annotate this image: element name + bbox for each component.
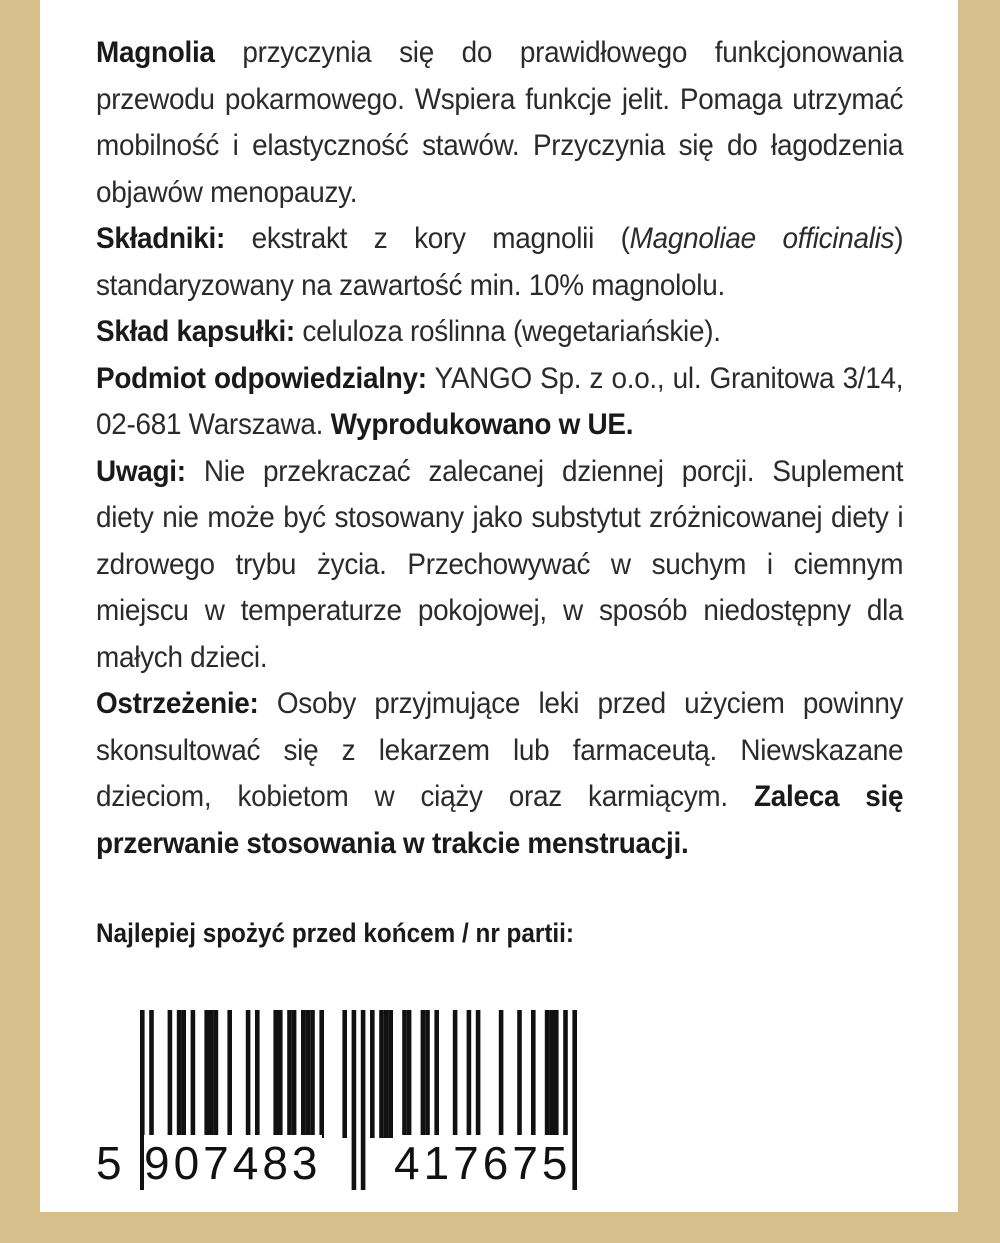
warning (96, 681, 903, 867)
made-in-eu: Wyprodukowano w UE. (330, 408, 634, 441)
responsible-text: YANGO Sp. z o.o., ul. Granitowa 3/14, 02-681 Warszawa. (96, 361, 904, 441)
warning-bold-tail: Zaleca się przerwanie stosowania w trakcie menstruacji. (96, 780, 904, 860)
barcode-digits (96, 1135, 616, 1195)
best-before-label: Najlepiej spożyć przed końcem / nr partii: (96, 918, 575, 948)
barcode-first-digit: 5 (96, 1137, 122, 1189)
barcode-bar (425, 1010, 430, 1138)
barcode-bar (292, 1010, 297, 1138)
barcode-bar (517, 1010, 522, 1138)
barcode-bar (168, 1010, 173, 1138)
barcode-bar (531, 1010, 536, 1138)
barcode-bar (549, 1010, 554, 1138)
magnolia-heading: Magnolia (96, 36, 215, 69)
capsule-text: celuloza roślinna (wegetariańskie). (294, 315, 721, 348)
barcode-bar (246, 1010, 251, 1138)
barcode-bar (379, 1010, 384, 1138)
barcode-bar (319, 1010, 324, 1138)
ingredients-latin-name: Magnoliae officinalis (629, 222, 895, 255)
magnolia-description (96, 30, 903, 216)
barcode-bar (306, 1010, 311, 1138)
barcode-bar (421, 1010, 426, 1138)
barcode-bar (273, 1010, 278, 1138)
ingredients-text-after: ) standaryzowany na zawartość min. 10% magnololu. (96, 222, 904, 302)
capsule-composition (96, 309, 903, 356)
barcode-bar (255, 1010, 260, 1138)
warning-text: Osoby przyjmujące leki przed użyciem powinny skonsultować się z lekarzem lub farmaceutą. Niewskazane dzieciom, kobietom w ciąży oraz karmiącym. (96, 687, 904, 813)
barcode-bar (434, 1010, 439, 1138)
barcode-bar (287, 1010, 292, 1138)
notes-text: Nie przekraczać zalecanej dziennej porcji. Suplement diety nie może być stosowany jako substytut zróżnicowanej diety i zdrowego trybu życia. Przechowywać w suchym i ciemnym miejscu w temperaturze pokojowej, w sposób niedostępny dla małych dzieci. (96, 454, 904, 674)
barcode-bar (191, 1010, 196, 1138)
barcode-bar (370, 1010, 375, 1138)
barcode-bar (476, 1010, 481, 1138)
barcode-bar (545, 1010, 550, 1138)
barcode-bar (388, 1010, 393, 1138)
product-label (40, 0, 958, 1212)
barcode-bar (499, 1010, 504, 1138)
magnolia-text: przyczynia się do prawidłowego funkcjonowania przewodu pokarmowego. Wspiera funkcje jelit. Pomaga utrzymać mobilność i elastyczność stawów. Przyczynia się do łagodzenia objawów menopauzy. (96, 36, 904, 209)
barcode-bar (227, 1010, 232, 1138)
ingredients-heading: Składniki: (96, 222, 226, 255)
notes-heading: Uwagi: (96, 454, 186, 488)
capsule-heading: Skład kapsułki: (96, 315, 295, 348)
barcode-right-group: 417675 (394, 1137, 572, 1189)
barcode-bar (301, 1010, 306, 1138)
responsible-heading: Podmiot odpowiedzialny: (96, 361, 427, 395)
ingredients (96, 216, 903, 309)
barcode-bar (177, 1010, 182, 1138)
ingredients-text-before: ekstrakt z kory magnolii ( (225, 222, 630, 255)
barcode-bar (204, 1010, 209, 1138)
notes (96, 449, 903, 682)
barcode-bar (181, 1010, 186, 1138)
barcode-bar (467, 1010, 472, 1138)
barcode-left-group: 907483 (144, 1137, 322, 1189)
barcode-bar (453, 1010, 458, 1138)
barcode-bar (209, 1010, 214, 1138)
barcode-bar (278, 1010, 283, 1138)
barcode-bar (310, 1010, 315, 1138)
barcode-bar (402, 1010, 407, 1138)
barcode-bar (214, 1010, 219, 1138)
barcode-bar (407, 1010, 412, 1138)
responsible-entity (96, 356, 903, 449)
label-text (96, 30, 903, 867)
warning-heading: Ostrzeżenie: (96, 687, 259, 720)
barcode-bar (554, 1010, 559, 1138)
barcode-bar (384, 1010, 389, 1138)
barcode-bar (342, 1010, 347, 1138)
